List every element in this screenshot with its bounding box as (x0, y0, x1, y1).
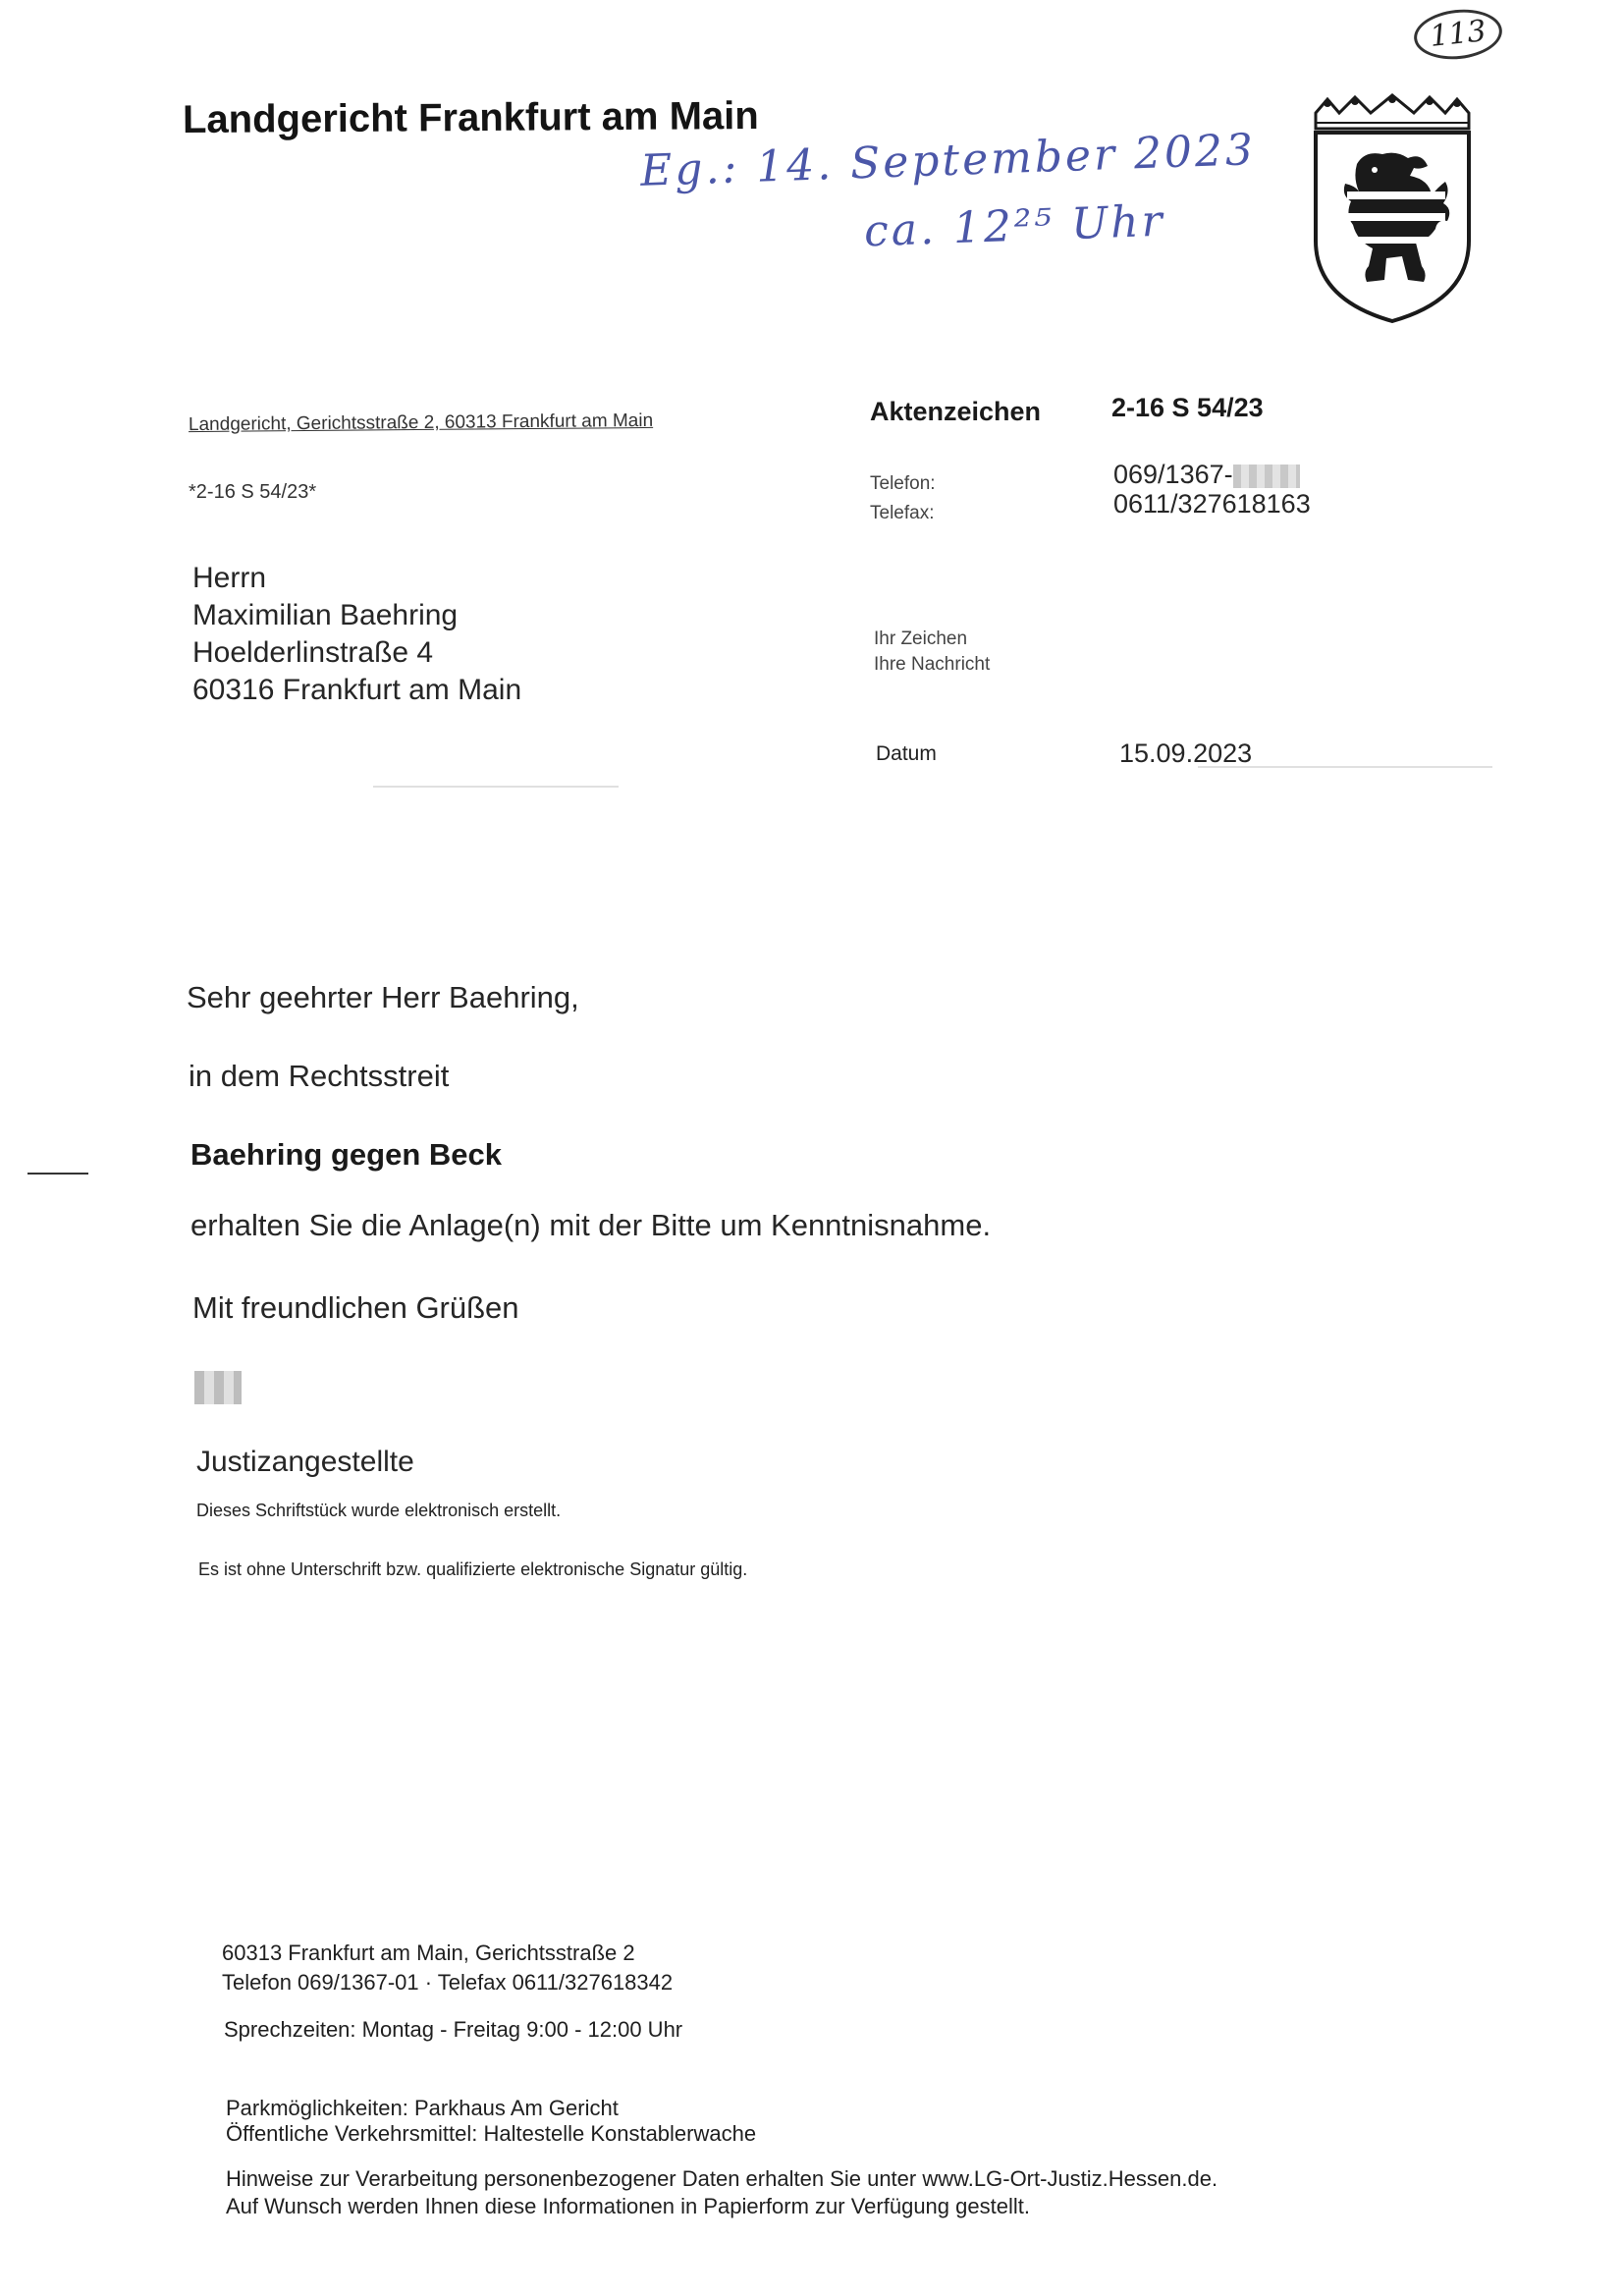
datum-value: 15.09.2023 (1119, 738, 1253, 768)
telefax-label: Telefax: (870, 503, 935, 523)
footer-privacy-2: Auf Wunsch werden Ihnen diese Informationen in Papierform zur Verfügung gestellt. (226, 2194, 1030, 2218)
handwritten-note-time: ca. 12²⁵ Uhr (863, 195, 1166, 257)
signature-note: Es ist ohne Unterschrift bzw. qualifizierte elektronische Signatur gültig. (198, 1559, 748, 1579)
telefon-number: 069/1367- (1113, 460, 1233, 489)
footer-privacy-1: Hinweise zur Verarbeitung personenbezogener Daten erhalten Sie unter www.LG-Ort-Justiz.Hessen.de. (226, 2166, 1218, 2191)
ihre-nachricht-label: Ihre Nachricht (874, 654, 991, 675)
footer-phone: Telefon 069/1367-01 · Telefax 0611/327618342 (222, 1970, 674, 1995)
closing: Mit freundlichen Grüßen (192, 1290, 519, 1325)
telefon-label: Telefon: (870, 473, 936, 494)
redacted-extension (1233, 465, 1300, 488)
barcode-reference: *2-16 S 54/23* (189, 481, 317, 503)
signer-title: Justizangestellte (196, 1446, 414, 1478)
datum-label: Datum (876, 742, 937, 765)
ihr-zeichen-label: Ihr Zeichen (874, 629, 968, 649)
recipient-salutation: Herrn (192, 562, 267, 594)
scan-artifact (1198, 766, 1492, 768)
scan-artifact (373, 786, 619, 788)
recipient-name: Maximilian Baehring (192, 599, 459, 631)
coat-of-arms-icon (1306, 93, 1479, 325)
recipient-city: 60316 Frankfurt am Main (192, 674, 522, 706)
redacted-signer-name (194, 1371, 242, 1404)
page-number: 113 (1412, 5, 1505, 63)
aktenzeichen-value: 2-16 S 54/23 (1111, 393, 1264, 422)
sender-address-line: Landgericht, Gerichtsstraße 2, 60313 Frankfurt am Main (188, 410, 654, 436)
aktenzeichen-label: Aktenzeichen (870, 397, 1042, 426)
body-line-1: in dem Rechtsstreit (189, 1059, 450, 1093)
greeting: Sehr geehrter Herr Baehring, (187, 980, 579, 1014)
telefon-value (1113, 460, 1300, 490)
electronic-note: Dieses Schriftstück wurde elektronisch erstellt. (196, 1501, 562, 1520)
footer-hours: Sprechzeiten: Montag - Freitag 9:00 - 12:00 Uhr (224, 2017, 683, 2042)
fold-mark (27, 1173, 88, 1175)
court-name: Landgericht Frankfurt am Main (182, 93, 759, 142)
case-title: Baehring gegen Beck (190, 1137, 502, 1172)
telefax-value: 0611/327618163 (1113, 489, 1311, 519)
handwritten-note-date: Eg.: 14. September 2023 (639, 125, 1257, 196)
body-line-2: erhalten Sie die Anlage(n) mit der Bitte um Kenntnisnahme. (190, 1208, 992, 1242)
footer-parking: Parkmöglichkeiten: Parkhaus Am Gericht (226, 2096, 619, 2120)
recipient-street: Hoelderlinstraße 4 (192, 636, 434, 669)
footer-transit: Öffentliche Verkehrsmittel: Haltestelle Konstablerwache (226, 2121, 757, 2146)
footer-address: 60313 Frankfurt am Main, Gerichtsstraße 2 (222, 1941, 635, 1965)
